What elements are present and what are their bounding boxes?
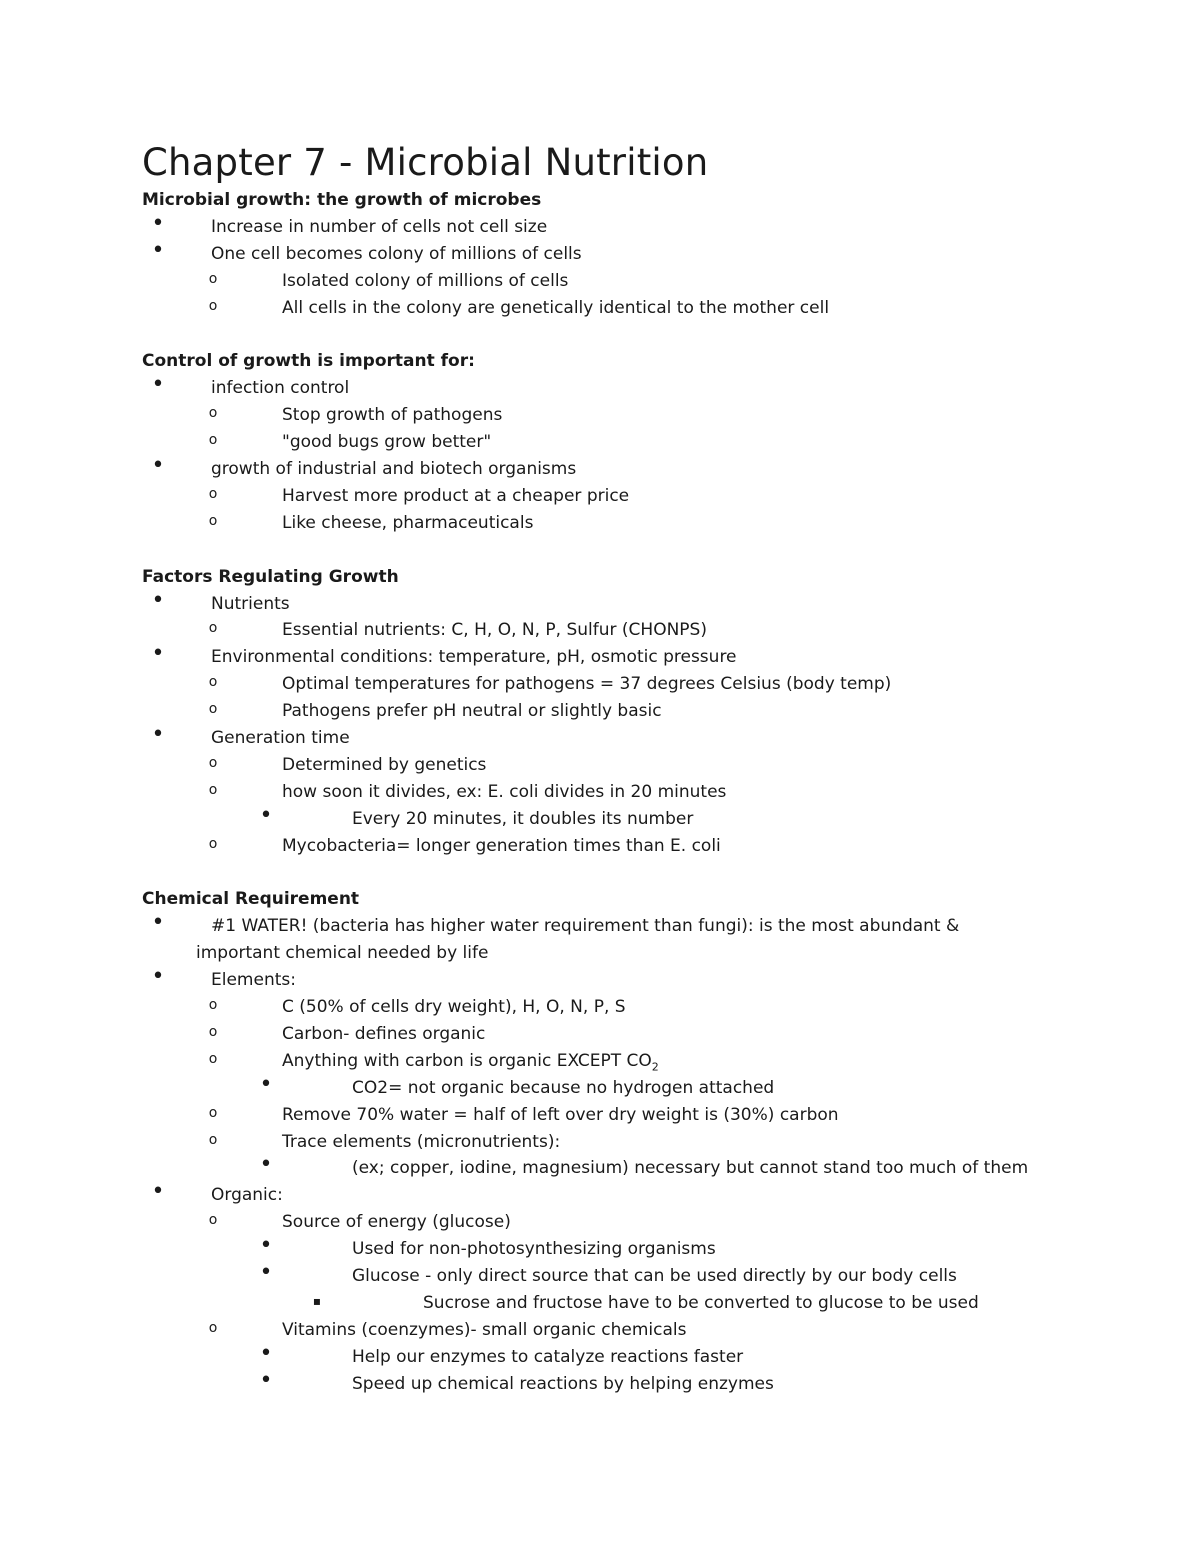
circle-bullet-icon bbox=[205, 1205, 221, 1232]
circle-bullet-icon bbox=[205, 775, 221, 802]
list-item-level-1: Increase in number of cells not cell size bbox=[211, 217, 548, 237]
list-item-level-1: Generation time bbox=[211, 728, 350, 748]
list-item-level-1: Organic: bbox=[211, 1185, 283, 1205]
circle-bullet-icon bbox=[205, 479, 221, 506]
bullet-icon bbox=[258, 1367, 274, 1394]
circle-bullet-icon bbox=[205, 506, 221, 533]
section-heading: Microbial growth: the growth of microbes bbox=[142, 190, 542, 210]
circle-bullet-icon bbox=[205, 990, 221, 1017]
list-item-level-3: CO2= not organic because no hydrogen attached bbox=[352, 1078, 775, 1098]
bullet-icon bbox=[258, 802, 274, 829]
list-item-level-2: Anything with carbon is organic EXCEPT $CO_2$ bbox=[282, 1051, 659, 1074]
circle-bullet-icon bbox=[205, 291, 221, 318]
circle-bullet-icon bbox=[205, 1125, 221, 1152]
bullet-icon bbox=[150, 371, 166, 398]
list-item-level-2: Vitamins (coenzymes)- small organic chemicals bbox=[282, 1320, 687, 1340]
circle-bullet-icon bbox=[205, 1313, 221, 1340]
list-item-level-2: Remove 70% water = half of left over dry weight is (30%) carbon bbox=[282, 1105, 839, 1125]
list-item-level-3: Glucose - only direct source that can be used directly by our body cells bbox=[352, 1266, 957, 1286]
list-item-continuation: important chemical needed by life bbox=[196, 943, 489, 963]
list-item-level-3: Help our enzymes to catalyze reactions faster bbox=[352, 1347, 744, 1367]
list-item-level-2: Source of energy (glucose) bbox=[282, 1212, 511, 1232]
circle-bullet-icon bbox=[205, 1098, 221, 1125]
page-title: Chapter 7 - Microbial Nutrition bbox=[142, 141, 709, 184]
bullet-icon bbox=[150, 237, 166, 264]
circle-bullet-icon bbox=[205, 1044, 221, 1071]
list-item-level-1: Environmental conditions: temperature, pH, osmotic pressure bbox=[211, 647, 737, 667]
circle-bullet-icon bbox=[205, 613, 221, 640]
list-item-level-2: Harvest more product at a cheaper price bbox=[282, 486, 630, 506]
list-item-level-3: Used for non-photosynthesizing organisms bbox=[352, 1239, 716, 1259]
bullet-icon bbox=[150, 963, 166, 990]
list-item-level-2: how soon it divides, ex: E. coli divides in 20 minutes bbox=[282, 782, 727, 802]
bullet-icon bbox=[258, 1071, 274, 1098]
circle-bullet-icon bbox=[205, 1017, 221, 1044]
list-item-level-1: #1 WATER! (bacteria has higher water requirement than fungi): is the most abundant & bbox=[211, 916, 960, 936]
list-item-level-2: Trace elements (micronutrients): bbox=[282, 1132, 561, 1152]
subscript: 2 bbox=[651, 1060, 659, 1074]
list-item-level-2: Isolated colony of millions of cells bbox=[282, 271, 569, 291]
list-item-level-2: Stop growth of pathogens bbox=[282, 405, 503, 425]
list-item-level-3: (ex; copper, iodine, magnesium) necessary but cannot stand too much of them bbox=[352, 1158, 1029, 1178]
section-heading: Control of growth is important for: bbox=[142, 351, 475, 371]
list-item-level-1: Elements: bbox=[211, 970, 296, 990]
circle-bullet-icon bbox=[205, 425, 221, 452]
list-item-level-2: Like cheese, pharmaceuticals bbox=[282, 513, 534, 533]
bullet-icon bbox=[258, 1151, 274, 1178]
list-item-level-2: Mycobacteria= longer generation times than E. coli bbox=[282, 836, 721, 856]
bullet-icon bbox=[150, 210, 166, 237]
bullet-icon bbox=[258, 1232, 274, 1259]
bullet-icon bbox=[258, 1259, 274, 1286]
circle-bullet-icon bbox=[205, 264, 221, 291]
bullet-icon bbox=[150, 587, 166, 614]
bullet-icon bbox=[150, 1178, 166, 1205]
circle-bullet-icon bbox=[205, 667, 221, 694]
section-heading: Chemical Requirement bbox=[142, 889, 360, 909]
bullet-icon bbox=[258, 1340, 274, 1367]
bullet-icon bbox=[150, 640, 166, 667]
square-bullet-icon bbox=[309, 1286, 325, 1313]
circle-bullet-icon bbox=[205, 398, 221, 425]
list-item-level-2: C (50% of cells dry weight), H, O, N, P, S bbox=[282, 997, 626, 1017]
section-heading: Factors Regulating Growth bbox=[142, 567, 399, 587]
list-item-level-1: Nutrients bbox=[211, 594, 290, 614]
list-item-level-1: growth of industrial and biotech organisms bbox=[211, 459, 577, 479]
list-item-level-2: "good bugs grow better" bbox=[282, 432, 492, 452]
list-item-level-2: All cells in the colony are genetically identical to the mother cell bbox=[282, 298, 830, 318]
list-item-level-1: infection control bbox=[211, 378, 350, 398]
list-item-level-3: Every 20 minutes, it doubles its number bbox=[352, 809, 694, 829]
list-item-level-2: Determined by genetics bbox=[282, 755, 487, 775]
circle-bullet-icon bbox=[205, 748, 221, 775]
list-item-level-2: Pathogens prefer pH neutral or slightly basic bbox=[282, 701, 662, 721]
circle-bullet-icon bbox=[205, 829, 221, 856]
list-item-level-2: Optimal temperatures for pathogens = 37 degrees Celsius (body temp) bbox=[282, 674, 892, 694]
list-item-level-4: Sucrose and fructose have to be converted to glucose to be used bbox=[423, 1293, 979, 1313]
bullet-icon bbox=[150, 909, 166, 936]
circle-bullet-icon bbox=[205, 694, 221, 721]
list-item-level-3: Speed up chemical reactions by helping enzymes bbox=[352, 1374, 774, 1394]
list-item-level-2: Carbon- defines organic bbox=[282, 1024, 486, 1044]
list-item-level-1: One cell becomes colony of millions of cells bbox=[211, 244, 582, 264]
list-item-level-2: Essential nutrients: C, H, O, N, P, Sulfur (CHONPS) bbox=[282, 620, 707, 640]
bullet-icon bbox=[150, 721, 166, 748]
bullet-icon bbox=[150, 452, 166, 479]
